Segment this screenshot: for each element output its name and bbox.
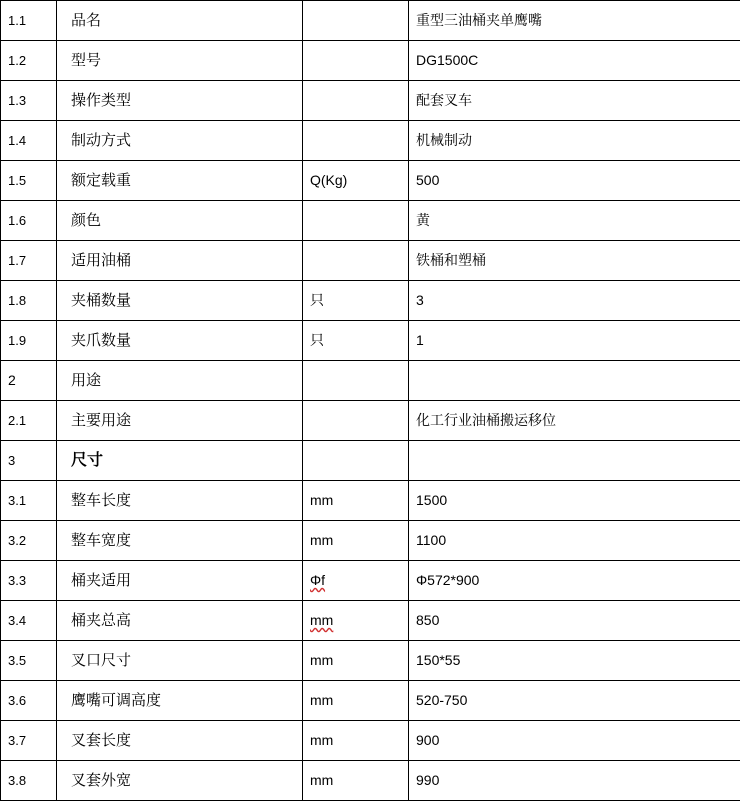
table-row xyxy=(1,441,740,481)
table-row xyxy=(1,161,740,201)
row-value: 500 xyxy=(409,161,740,201)
table-row xyxy=(1,521,740,561)
row-number: 1.5 xyxy=(1,161,57,201)
row-unit xyxy=(303,201,409,241)
row-item-name: 颜色 xyxy=(57,201,303,241)
row-number: 3.6 xyxy=(1,681,57,721)
row-item-name: 叉套长度 xyxy=(57,721,303,761)
table-row xyxy=(1,281,740,321)
row-unit xyxy=(303,401,409,441)
row-item-name: 叉口尺寸 xyxy=(57,641,303,681)
row-unit xyxy=(303,121,409,161)
row-value: 3 xyxy=(409,281,740,321)
row-unit xyxy=(303,561,409,601)
row-value: 化工行业油桶搬运移位 xyxy=(409,401,740,441)
row-unit xyxy=(303,1,409,41)
row-unit: mm xyxy=(303,761,409,801)
row-number: 3.5 xyxy=(1,641,57,681)
row-item-name: 适用油桶 xyxy=(57,241,303,281)
row-item-name: 尺寸 xyxy=(57,441,303,481)
row-number: 3.8 xyxy=(1,761,57,801)
row-number: 1.3 xyxy=(1,81,57,121)
row-item-name: 额定载重 xyxy=(57,161,303,201)
row-item-name: 用途 xyxy=(57,361,303,401)
row-item-name: 夹爪数量 xyxy=(57,321,303,361)
row-value: 1100 xyxy=(409,521,740,561)
row-item-name: 制动方式 xyxy=(57,121,303,161)
row-item-name: 型号 xyxy=(57,41,303,81)
table-row xyxy=(1,681,740,721)
row-value: 黄 xyxy=(409,201,740,241)
row-value: 机械制动 xyxy=(409,121,740,161)
row-unit: mm xyxy=(303,481,409,521)
table-row xyxy=(1,601,740,641)
row-item-name: 叉套外宽 xyxy=(57,761,303,801)
row-item-name: 整车宽度 xyxy=(57,521,303,561)
row-unit: mm xyxy=(303,721,409,761)
table-row xyxy=(1,721,740,761)
row-number: 1.1 xyxy=(1,1,57,41)
row-unit: Q(Kg) xyxy=(303,161,409,201)
row-unit-text: Φf xyxy=(310,572,326,589)
row-item-name: 品名 xyxy=(57,1,303,41)
table-row xyxy=(1,121,740,161)
row-item-name: 桶夹适用 xyxy=(57,561,303,601)
row-item-name: 主要用途 xyxy=(57,401,303,441)
row-value: Φ572*900 xyxy=(409,561,740,601)
row-item-name: 鹰嘴可调高度 xyxy=(57,681,303,721)
row-item-name: 桶夹总高 xyxy=(57,601,303,641)
row-value: 配套叉车 xyxy=(409,81,740,121)
row-number: 1.6 xyxy=(1,201,57,241)
row-unit xyxy=(303,41,409,81)
row-unit: 只 xyxy=(303,321,409,361)
row-number: 3.2 xyxy=(1,521,57,561)
row-item-name: 整车长度 xyxy=(57,481,303,521)
row-number: 1.4 xyxy=(1,121,57,161)
row-unit: 只 xyxy=(303,281,409,321)
row-number: 1.9 xyxy=(1,321,57,361)
row-value: 990 xyxy=(409,761,740,801)
specification-table-body xyxy=(1,1,740,801)
row-unit-text: mm xyxy=(310,612,334,629)
table-row xyxy=(1,81,740,121)
row-number: 2.1 xyxy=(1,401,57,441)
table-row xyxy=(1,321,740,361)
table-row xyxy=(1,641,740,681)
row-item-name: 操作类型 xyxy=(57,81,303,121)
row-number: 3.1 xyxy=(1,481,57,521)
row-number: 3 xyxy=(1,441,57,481)
row-number: 1.8 xyxy=(1,281,57,321)
row-value: 150*55 xyxy=(409,641,740,681)
row-unit xyxy=(303,361,409,401)
row-number: 3.7 xyxy=(1,721,57,761)
table-row xyxy=(1,401,740,441)
row-value xyxy=(409,441,740,481)
row-unit: mm xyxy=(303,521,409,561)
row-unit xyxy=(303,601,409,641)
row-number: 1.7 xyxy=(1,241,57,281)
table-row xyxy=(1,481,740,521)
row-number: 3.4 xyxy=(1,601,57,641)
table-row xyxy=(1,561,740,601)
row-value: DG1500C xyxy=(409,41,740,81)
row-item-name: 夹桶数量 xyxy=(57,281,303,321)
row-value: 1 xyxy=(409,321,740,361)
table-row xyxy=(1,41,740,81)
row-value: 铁桶和塑桶 xyxy=(409,241,740,281)
row-unit xyxy=(303,441,409,481)
row-unit xyxy=(303,81,409,121)
row-number: 1.2 xyxy=(1,41,57,81)
table-row xyxy=(1,201,740,241)
row-value: 重型三油桶夹单鹰嘴 xyxy=(409,1,740,41)
row-unit: mm xyxy=(303,641,409,681)
row-unit: mm xyxy=(303,681,409,721)
table-row xyxy=(1,361,740,401)
row-value: 850 xyxy=(409,601,740,641)
row-value: 520-750 xyxy=(409,681,740,721)
table-row xyxy=(1,241,740,281)
row-number: 3.3 xyxy=(1,561,57,601)
row-value: 1500 xyxy=(409,481,740,521)
row-number: 2 xyxy=(1,361,57,401)
table-row xyxy=(1,761,740,801)
table-row xyxy=(1,1,740,41)
row-unit xyxy=(303,241,409,281)
row-value xyxy=(409,361,740,401)
row-value: 900 xyxy=(409,721,740,761)
